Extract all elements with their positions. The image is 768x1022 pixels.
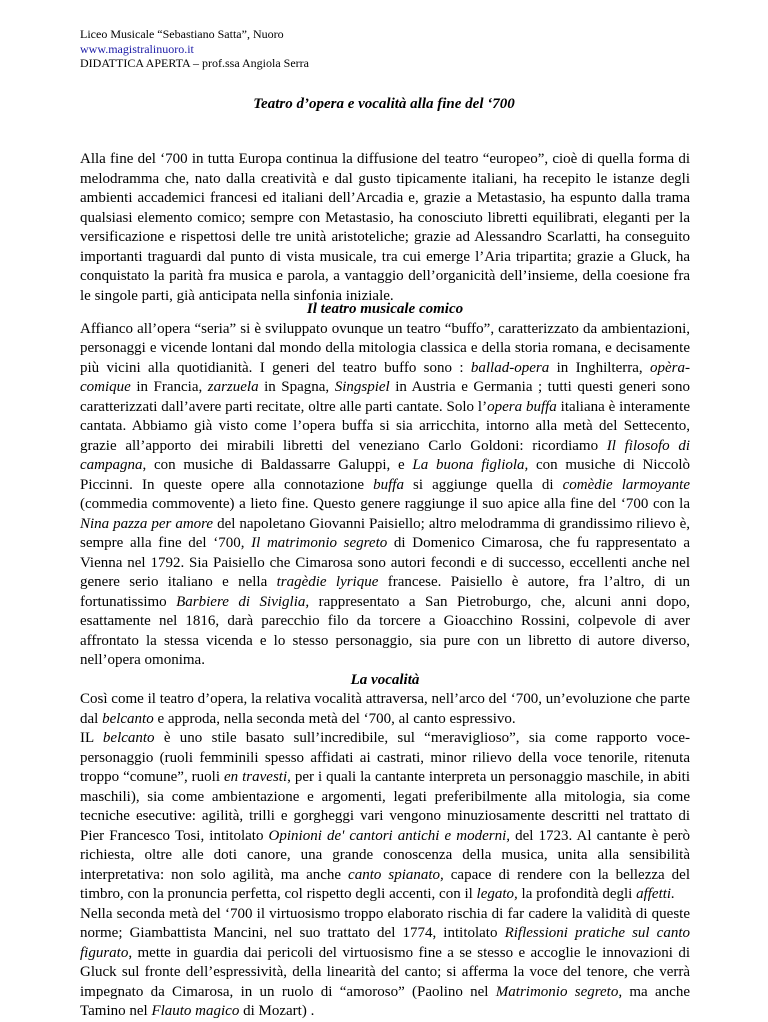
school-name: Liceo Musicale “Sebastiano Satta”, Nuoro <box>80 27 284 41</box>
main-content <box>80 300 690 1022</box>
comic-theatre-paragraph: Affianco all’opera “seria” si è sviluppato ovunque un teatro “buffo”, caratterizzato da ambientazioni, personaggi e vicende lontani dal mondo della mitologia classica e della storia romana, e decisamente più vicini alla quotidianità. I generi del teatro buffo sono : ballad-opera in Inghilterra, opèra-comique in Francia, zarzuela in Spagna, Singspiel in Austria e Germania ; tutti questi generi sono caratterizzati dall’avere parti recitate, oltre alle parti cantate. Solo l’opera buffa italiana è interamente cantata. Abbiamo già visto come l’opera buffa si sia arricchita, intorno alla metà del Settecento, grazie all’apporto dei mirabili libretti del veneziano Carlo Goldoni: ricordiamo Il filosofo di campagna, con musiche di Baldassarre Galuppi, e La buona figliola, con musiche di Niccolò Piccinni. In queste opere alla connotazione buffa si aggiunge quella di comèdie larmoyante (commedia commovente) a lieto fine. Questo genere raggiunge il suo apice alla fine del ‘700 con la Nina pazza per amore del napoletano Giovanni Paisiello; altro melodramma di grandissimo rilievo è, sempre alla fine del ‘700, Il matrimonio segreto di Domenico Cimarosa, che fu rappresentato a Vienna nel 1792. Sia Paisiello che Cimarosa sono autori fecondi e di successo, eccellenti anche nel genere serio italiano e nella tragèdie lyrique francese. Paisiello è autore, fra l’altro, di un fortunatissimo Barbiere di Siviglia, rappresentato a San Pietroburgo, che, alcuni anni dopo, esattamente nel 1816, darà parecchio filo da torcere a Gioacchino Rossini, colpevole di aver affrontato la stessa vicenda e lo stesso personaggio, sia pure con un libretto di autore diverso, nell’opera omonima. <box>80 320 691 668</box>
document-title: Teatro d’opera e vocalità alla fine del ‘700 <box>253 96 515 112</box>
page-header <box>80 27 309 71</box>
website-link[interactable]: www.magistralinuoro.it <box>80 41 194 56</box>
vocality-intro-paragraph: Così come il teatro d’opera, la relativa vocalità attraversa, nell’arco del ‘700, un’evoluzione che parte dal belcanto e approda, nella seconda metà del ‘700, al canto espressivo. <box>80 691 690 727</box>
comic-theatre-heading: Il teatro musicale comico <box>306 301 464 317</box>
intro-paragraph: Alla fine del ‘700 in tutta Europa continua la diffusione del teatro “europeo”, cioè di quella forma di melodramma che, nato dalla creatività e dal gusto tipicamente italiani, ha recepito le istanze degli ambienti accademici francesi ed italiani dell’Arcadia e, grazie a Metastasio, ha espunto dalla trama qualsiasi elemento comico; sempre con Metastasio, ha conosciuto libretti equilibrati, eleganti per la versificazione e rispettosi delle tre unità aristoteliche; grazie ad Alessandro Scarlatti, ha conseguito importanti traguardi dal punto di vista musicale, tra cui emerge l’Aria tripartita; grazie a Gluck, ha conquistato la parità fra musica e parola, a vantaggio dell’organicità dell’insieme, della coesione fra le singole parti, già anticipata nella sinfonia iniziale. <box>80 151 690 304</box>
expressive-singing-paragraph: Nella seconda metà del ‘700 il virtuosismo troppo elaborato rischia di far cadere la validità di queste norme; Giambattista Mancini, nel suo trattato del 1774, intitolato Riflessioni pratiche sul canto figurato, mette in guardia dai pericoli del virtuosismo fine a se stesso e accoglie le innovazioni di Gluck sul fronte dell’espressività, della linearità del canto; si afferma la voce del tenore, che verrà impegnato da Cimarosa, in un ruolo di “amoroso” (Paolino nel Matrimonio segreto, ma anche Tamino nel Flauto magico di Mozart) . <box>80 905 690 1019</box>
intro-section <box>80 150 690 306</box>
course-info: DIDATTICA APERTA – prof.ssa Angiola Serra <box>80 56 309 70</box>
belcanto-paragraph: IL belcanto è uno stile basato sull’incredibile, sul “meraviglioso”, sia come rapporto voce-personaggio (ruoli femminili spesso affidati ai castrati, minor rilievo della voce tenorile, ritenuta troppo “comune”, ruoli en travesti, per i quali la cantante interpreta un personaggio maschile, in abiti maschili), sia come ambientazione e argomenti, legati preferibilmente alla mitologia, sia come tecniche esecutive: agilità, trilli e gorgheggi vari vengono minuziosamente descritti nel trattato di Pier Francesco Tosi, intitolato Opinioni de' cantori antichi e moderni, del 1723. Al cantante è però richiesta, oltre alle doti canore, una grande conoscenza della musica, unita alla sensibilità interpretativa: non solo agilità, ma anche canto spianato, capace di rendere con la bellezza del timbro, con la pronuncia perfetta, col rispetto degli accenti, con il legato, la profondità degli affetti. <box>80 730 691 902</box>
vocality-heading: La vocalità <box>350 671 420 688</box>
